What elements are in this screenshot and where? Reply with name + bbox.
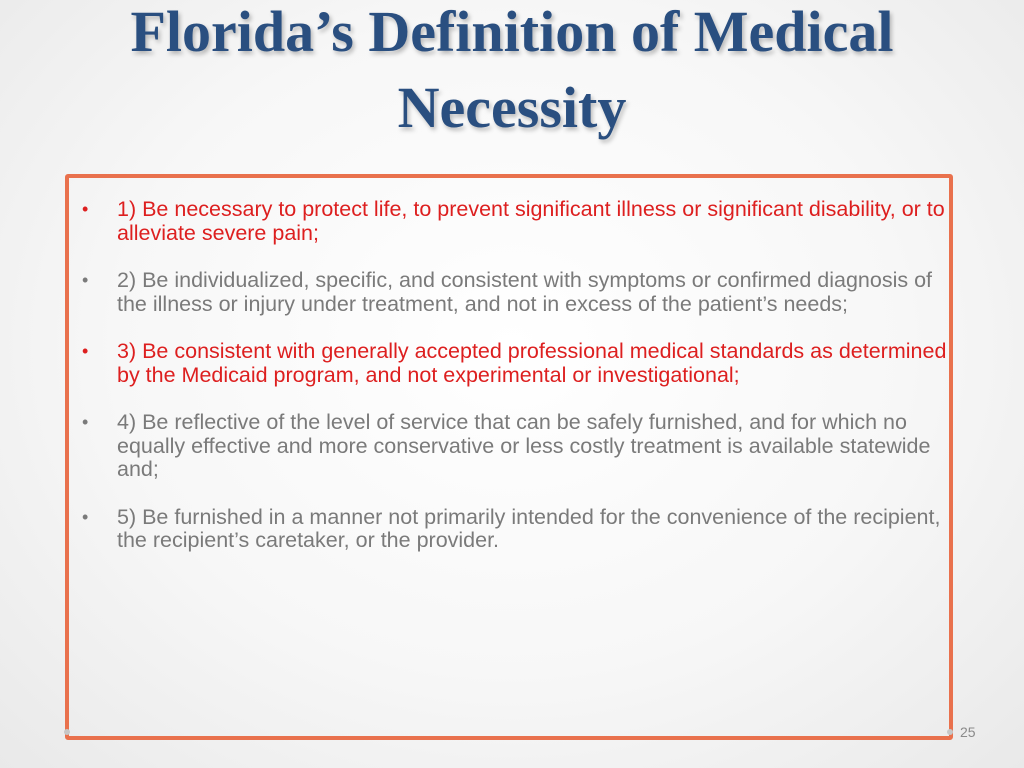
criteria-item-4 (70, 411, 950, 482)
criteria-item-2 (70, 269, 950, 316)
criteria-item-3 (70, 340, 950, 387)
page-number: 25 (960, 724, 976, 740)
bullet-icon: • (82, 341, 89, 361)
bullet-icon: • (82, 412, 89, 432)
criteria-text: 3) Be consistent with generally accepted professional medical standards as determined by the Medicaid program, and not experimental or investigational; (117, 339, 947, 387)
frame-corner-dot-right (947, 729, 953, 735)
bullet-icon: • (82, 199, 89, 219)
criteria-item-1 (70, 198, 950, 245)
criteria-text: 1) Be necessary to protect life, to prevent significant illness or significant disability, or to alleviate severe pain; (117, 197, 945, 245)
slide-title-line-1: Florida’s Definition of Medical (130, 0, 894, 64)
criteria-text: 5) Be furnished in a manner not primarily intended for the convenience of the recipient, the recipient’s caretaker, or the provider. (117, 504, 941, 552)
bullet-icon: • (82, 506, 89, 527)
criteria-text: 2) Be individualized, specific, and consistent with symptoms or confirmed diagnosis of the illness or injury under treatment, and not in excess of the patient’s needs; (117, 268, 932, 316)
slide-title-line-2: Necessity (397, 75, 627, 140)
criteria-list (70, 198, 950, 577)
frame-corner-dot-left (64, 729, 70, 735)
criteria-item-5 (70, 506, 950, 553)
slide-title (0, 0, 1024, 146)
bullet-icon: • (82, 270, 89, 290)
criteria-text: 4) Be reflective of the level of service that can be safely furnished, and for which no equally effective and more conservative or less costly treatment is available statewide and; (117, 410, 931, 481)
